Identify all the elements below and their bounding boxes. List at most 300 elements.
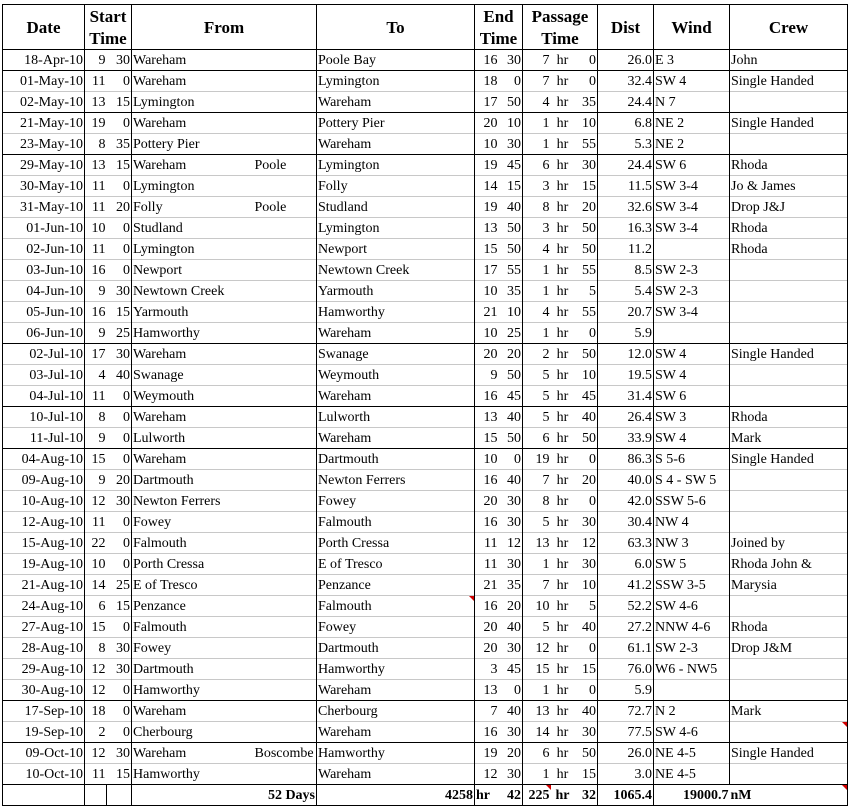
cell-passage-minutes[interactable]: 20 xyxy=(575,197,598,218)
total-nm-unit[interactable]: nM xyxy=(730,785,848,806)
cell-start-hour[interactable]: 6 xyxy=(85,596,107,617)
cell-passage-hr-unit[interactable]: hr xyxy=(551,764,575,785)
cell-passage-hr-unit[interactable]: hr xyxy=(551,197,575,218)
cell-passage-minutes[interactable]: 55 xyxy=(575,302,598,323)
cell-wind[interactable] xyxy=(654,323,730,344)
cell-from[interactable]: Wareham xyxy=(132,743,254,764)
cell-date[interactable]: 09-Oct-10 xyxy=(3,743,85,764)
cell-to[interactable]: Wareham xyxy=(317,722,475,743)
cell-from[interactable]: Wareham xyxy=(132,113,254,134)
total-hours[interactable]: 4258 xyxy=(317,785,475,806)
cell-crew[interactable]: Rhoda xyxy=(730,617,848,638)
cell-crew[interactable]: Single Handed xyxy=(730,743,848,764)
cell-start-minute[interactable]: 0 xyxy=(107,554,132,575)
header-date[interactable]: Date xyxy=(3,5,85,50)
cell-passage-hours[interactable]: 10 xyxy=(523,596,551,617)
cell-end-hour[interactable]: 17 xyxy=(475,260,499,281)
cell-passage-minutes[interactable]: 5 xyxy=(575,281,598,302)
cell-start-minute[interactable]: 0 xyxy=(107,428,132,449)
cell-end-hour[interactable]: 13 xyxy=(475,680,499,701)
cell-end-minute[interactable]: 40 xyxy=(499,617,523,638)
cell-passage-hours[interactable]: 1 xyxy=(523,260,551,281)
cell-wind[interactable]: SW 4 xyxy=(654,71,730,92)
cell-end-minute[interactable]: 50 xyxy=(499,365,523,386)
cell-dist[interactable]: 86.3 xyxy=(598,449,654,470)
cell-date[interactable]: 12-Aug-10 xyxy=(3,512,85,533)
cell-passage-hours[interactable]: 19 xyxy=(523,449,551,470)
cell-wind[interactable]: SW 4 xyxy=(654,344,730,365)
cell-from-via[interactable] xyxy=(254,533,317,554)
cell-date[interactable]: 05-Jun-10 xyxy=(3,302,85,323)
cell-passage-hours[interactable]: 3 xyxy=(523,218,551,239)
cell-wind[interactable]: SW 5 xyxy=(654,554,730,575)
cell-to[interactable]: Cherbourg xyxy=(317,701,475,722)
cell-dist[interactable]: 77.5 xyxy=(598,722,654,743)
cell-start-hour[interactable]: 9 xyxy=(85,470,107,491)
cell-end-hour[interactable]: 3 xyxy=(475,659,499,680)
cell-passage-minutes[interactable]: 30 xyxy=(575,554,598,575)
cell-wind[interactable]: SW 3-4 xyxy=(654,176,730,197)
cell-dist[interactable]: 42.0 xyxy=(598,491,654,512)
cell-date[interactable]: 01-Jun-10 xyxy=(3,218,85,239)
cell-end-minute[interactable]: 40 xyxy=(499,407,523,428)
cell-passage-minutes[interactable]: 10 xyxy=(575,113,598,134)
cell-from-via[interactable] xyxy=(254,596,317,617)
cell-start-minute[interactable]: 20 xyxy=(107,470,132,491)
cell-start-minute[interactable]: 30 xyxy=(107,659,132,680)
cell-passage-hr-unit[interactable]: hr xyxy=(551,407,575,428)
cell-passage-hr-unit[interactable]: hr xyxy=(551,617,575,638)
cell-end-hour[interactable]: 20 xyxy=(475,638,499,659)
cell-dist[interactable]: 5.9 xyxy=(598,680,654,701)
cell-end-minute[interactable]: 30 xyxy=(499,554,523,575)
cell-start-hour[interactable]: 9 xyxy=(85,50,107,71)
cell-crew[interactable]: Rhoda John & xyxy=(730,554,848,575)
cell-date[interactable]: 19-Aug-10 xyxy=(3,554,85,575)
cell-passage-minutes[interactable]: 30 xyxy=(575,512,598,533)
cell-wind[interactable]: SW 3-4 xyxy=(654,302,730,323)
cell-start-minute[interactable]: 25 xyxy=(107,323,132,344)
cell-passage-hr-unit[interactable]: hr xyxy=(551,260,575,281)
cell-dist[interactable]: 26.0 xyxy=(598,743,654,764)
header-dist[interactable]: Dist xyxy=(598,5,654,50)
cell-crew[interactable] xyxy=(730,680,848,701)
header-passage-time[interactable]: Time xyxy=(523,27,598,50)
cell-from-via[interactable] xyxy=(254,71,317,92)
cell-passage-hr-unit[interactable]: hr xyxy=(551,743,575,764)
cell-from[interactable]: Penzance xyxy=(132,596,254,617)
cell-passage-hr-unit[interactable]: hr xyxy=(551,155,575,176)
cell-from-via[interactable] xyxy=(254,638,317,659)
cell-to[interactable]: Pottery Pier xyxy=(317,113,475,134)
cell-dist[interactable]: 26.0 xyxy=(598,50,654,71)
cell-date[interactable]: 31-May-10 xyxy=(3,197,85,218)
cell-passage-minutes[interactable]: 50 xyxy=(575,428,598,449)
cell-from-via[interactable] xyxy=(254,239,317,260)
cell-end-hour[interactable]: 10 xyxy=(475,449,499,470)
cell-end-minute[interactable]: 30 xyxy=(499,491,523,512)
cell-to[interactable]: Dartmouth xyxy=(317,449,475,470)
cell-passage-hr-unit[interactable]: hr xyxy=(551,638,575,659)
cell-wind[interactable]: SW 4 xyxy=(654,365,730,386)
cell-date[interactable]: 02-Jun-10 xyxy=(3,239,85,260)
cell-from[interactable]: Wareham xyxy=(132,701,254,722)
cell-from-via[interactable] xyxy=(254,617,317,638)
cell-end-minute[interactable]: 35 xyxy=(499,575,523,596)
cell-from[interactable]: Dartmouth xyxy=(132,659,254,680)
cell-end-minute[interactable]: 50 xyxy=(499,428,523,449)
cell-end-hour[interactable]: 15 xyxy=(475,239,499,260)
cell-wind[interactable]: SW 6 xyxy=(654,155,730,176)
cell-from-via[interactable] xyxy=(254,386,317,407)
cell-dist[interactable]: 5.4 xyxy=(598,281,654,302)
cell-from-via[interactable] xyxy=(254,134,317,155)
cell-wind[interactable]: W6 - NW5 xyxy=(654,659,730,680)
cell-from-via[interactable] xyxy=(254,323,317,344)
cell-passage-hr-unit[interactable]: hr xyxy=(551,428,575,449)
cell-passage-hours[interactable]: 4 xyxy=(523,92,551,113)
cell-from-via[interactable] xyxy=(254,659,317,680)
cell-passage-minutes[interactable]: 0 xyxy=(575,638,598,659)
cell-end-minute[interactable]: 45 xyxy=(499,659,523,680)
cell-from[interactable]: Weymouth xyxy=(132,386,254,407)
cell-passage-minutes[interactable]: 10 xyxy=(575,575,598,596)
cell-start-minute[interactable]: 25 xyxy=(107,575,132,596)
cell-start-minute[interactable]: 35 xyxy=(107,134,132,155)
cell-from[interactable]: Fowey xyxy=(132,638,254,659)
cell-dist[interactable]: 32.4 xyxy=(598,71,654,92)
cell-end-hour[interactable]: 11 xyxy=(475,533,499,554)
cell-crew[interactable] xyxy=(730,764,848,785)
cell-from-via[interactable] xyxy=(254,722,317,743)
cell-start-hour[interactable]: 4 xyxy=(85,365,107,386)
totals-cell-blank[interactable] xyxy=(3,785,85,806)
cell-from-via[interactable] xyxy=(254,449,317,470)
cell-end-hour[interactable]: 18 xyxy=(475,71,499,92)
cell-from-via[interactable]: Poole xyxy=(254,197,317,218)
cell-start-hour[interactable]: 15 xyxy=(85,617,107,638)
cell-passage-hours[interactable]: 1 xyxy=(523,281,551,302)
cell-from-via[interactable] xyxy=(254,764,317,785)
cell-passage-hours[interactable]: 5 xyxy=(523,365,551,386)
cell-passage-hr-unit[interactable]: hr xyxy=(551,113,575,134)
cell-start-hour[interactable]: 18 xyxy=(85,701,107,722)
cell-crew[interactable]: Drop J&J xyxy=(730,197,848,218)
cell-end-hour[interactable]: 19 xyxy=(475,155,499,176)
cell-dist[interactable]: 76.0 xyxy=(598,659,654,680)
cell-end-hour[interactable]: 20 xyxy=(475,491,499,512)
cell-to[interactable]: Newport xyxy=(317,239,475,260)
cell-from[interactable]: Lulworth xyxy=(132,428,254,449)
cell-date[interactable]: 02-May-10 xyxy=(3,92,85,113)
cell-passage-hours[interactable]: 15 xyxy=(523,659,551,680)
cell-wind[interactable]: SSW 3-5 xyxy=(654,575,730,596)
cell-passage-hr-unit[interactable]: hr xyxy=(551,491,575,512)
cell-end-minute[interactable]: 20 xyxy=(499,596,523,617)
cell-from-via[interactable] xyxy=(254,344,317,365)
cell-from[interactable]: Newport xyxy=(132,260,254,281)
cell-passage-hours[interactable]: 5 xyxy=(523,512,551,533)
cell-start-hour[interactable]: 14 xyxy=(85,575,107,596)
cell-crew[interactable]: Rhoda xyxy=(730,407,848,428)
cell-dist[interactable]: 5.9 xyxy=(598,323,654,344)
cell-from[interactable]: E of Tresco xyxy=(132,575,254,596)
cell-wind[interactable] xyxy=(654,239,730,260)
cell-crew[interactable]: Mark xyxy=(730,428,848,449)
cell-passage-minutes[interactable]: 40 xyxy=(575,701,598,722)
cell-crew[interactable] xyxy=(730,302,848,323)
cell-end-hour[interactable]: 20 xyxy=(475,617,499,638)
cell-end-minute[interactable]: 0 xyxy=(499,680,523,701)
cell-dist[interactable]: 11.5 xyxy=(598,176,654,197)
cell-passage-hr-unit[interactable]: hr xyxy=(551,470,575,491)
cell-start-minute[interactable]: 0 xyxy=(107,533,132,554)
cell-start-minute[interactable]: 0 xyxy=(107,701,132,722)
cell-passage-hr-unit[interactable]: hr xyxy=(551,71,575,92)
cell-end-minute[interactable]: 15 xyxy=(499,176,523,197)
cell-start-minute[interactable]: 0 xyxy=(107,113,132,134)
header-start-time[interactable]: Time xyxy=(85,27,132,50)
cell-crew[interactable] xyxy=(730,722,848,743)
header-wind[interactable]: Wind xyxy=(654,5,730,50)
cell-from[interactable]: Wareham xyxy=(132,50,254,71)
cell-wind[interactable]: SW 2-3 xyxy=(654,638,730,659)
header-start[interactable]: Start xyxy=(85,5,132,28)
cell-end-minute[interactable]: 30 xyxy=(499,134,523,155)
cell-passage-minutes[interactable]: 40 xyxy=(575,407,598,428)
cell-passage-hours[interactable]: 13 xyxy=(523,533,551,554)
cell-passage-minutes[interactable]: 10 xyxy=(575,365,598,386)
cell-passage-hours[interactable]: 13 xyxy=(523,701,551,722)
cell-to[interactable]: Newtown Creek xyxy=(317,260,475,281)
cell-to[interactable]: Wareham xyxy=(317,323,475,344)
cell-passage-minutes[interactable]: 50 xyxy=(575,743,598,764)
cell-from-via[interactable] xyxy=(254,176,317,197)
cell-from-via[interactable] xyxy=(254,50,317,71)
cell-passage-hours[interactable]: 6 xyxy=(523,428,551,449)
cell-start-minute[interactable]: 30 xyxy=(107,344,132,365)
cell-start-hour[interactable]: 12 xyxy=(85,659,107,680)
cell-crew[interactable] xyxy=(730,281,848,302)
cell-passage-hours[interactable]: 14 xyxy=(523,722,551,743)
total-passage-hours[interactable]: 225 xyxy=(523,785,551,806)
cell-wind[interactable]: NW 4 xyxy=(654,512,730,533)
cell-start-minute[interactable]: 30 xyxy=(107,281,132,302)
cell-passage-minutes[interactable]: 0 xyxy=(575,71,598,92)
cell-to[interactable]: Hamworthy xyxy=(317,743,475,764)
cell-from[interactable]: Hamworthy xyxy=(132,764,254,785)
cell-passage-minutes[interactable]: 0 xyxy=(575,449,598,470)
cell-passage-hr-unit[interactable]: hr xyxy=(551,701,575,722)
cell-dist[interactable]: 3.0 xyxy=(598,764,654,785)
cell-passage-minutes[interactable]: 12 xyxy=(575,533,598,554)
cell-start-hour[interactable]: 12 xyxy=(85,743,107,764)
cell-wind[interactable]: SW 4-6 xyxy=(654,722,730,743)
cell-passage-hours[interactable]: 5 xyxy=(523,407,551,428)
cell-dist[interactable]: 5.3 xyxy=(598,134,654,155)
cell-date[interactable]: 09-Aug-10 xyxy=(3,470,85,491)
cell-from[interactable]: Falmouth xyxy=(132,533,254,554)
cell-date[interactable]: 18-Apr-10 xyxy=(3,50,85,71)
cell-start-hour[interactable]: 13 xyxy=(85,92,107,113)
cell-end-minute[interactable]: 12 xyxy=(499,533,523,554)
cell-wind[interactable]: NE 2 xyxy=(654,134,730,155)
cell-passage-minutes[interactable]: 5 xyxy=(575,596,598,617)
totals-cell-blank[interactable] xyxy=(85,785,107,806)
cell-passage-hr-unit[interactable]: hr xyxy=(551,134,575,155)
cell-to[interactable]: Lymington xyxy=(317,155,475,176)
cell-passage-hr-unit[interactable]: hr xyxy=(551,533,575,554)
cell-from[interactable]: Newton Ferrers xyxy=(132,491,254,512)
cell-from-via[interactable] xyxy=(254,470,317,491)
cell-passage-minutes[interactable]: 50 xyxy=(575,239,598,260)
cell-end-hour[interactable]: 16 xyxy=(475,596,499,617)
cell-end-minute[interactable]: 50 xyxy=(499,218,523,239)
cell-end-minute[interactable]: 10 xyxy=(499,113,523,134)
cell-date[interactable]: 10-Jul-10 xyxy=(3,407,85,428)
cell-crew[interactable]: Rhoda xyxy=(730,239,848,260)
cell-wind[interactable]: SW 3-4 xyxy=(654,197,730,218)
cell-start-minute[interactable]: 0 xyxy=(107,386,132,407)
cell-from-via[interactable] xyxy=(254,701,317,722)
cell-passage-hours[interactable]: 7 xyxy=(523,470,551,491)
cell-to[interactable]: Fowey xyxy=(317,491,475,512)
cell-to[interactable]: E of Tresco xyxy=(317,554,475,575)
cell-end-hour[interactable]: 10 xyxy=(475,134,499,155)
cell-passage-hr-unit[interactable]: hr xyxy=(551,239,575,260)
cell-date[interactable]: 03-Jun-10 xyxy=(3,260,85,281)
cell-start-hour[interactable]: 11 xyxy=(85,197,107,218)
cell-end-minute[interactable]: 35 xyxy=(499,281,523,302)
cell-from[interactable]: Wareham xyxy=(132,407,254,428)
cell-end-minute[interactable]: 20 xyxy=(499,743,523,764)
cell-end-minute[interactable]: 30 xyxy=(499,764,523,785)
cell-start-hour[interactable]: 9 xyxy=(85,428,107,449)
cell-to[interactable]: Studland xyxy=(317,197,475,218)
cell-passage-minutes[interactable]: 55 xyxy=(575,134,598,155)
cell-to[interactable]: Yarmouth xyxy=(317,281,475,302)
cell-date[interactable]: 04-Jun-10 xyxy=(3,281,85,302)
cell-end-hour[interactable]: 20 xyxy=(475,344,499,365)
total-passage-hr-unit[interactable]: hr xyxy=(551,785,575,806)
cell-end-minute[interactable]: 30 xyxy=(499,638,523,659)
cell-to[interactable]: Fowey xyxy=(317,617,475,638)
cell-passage-hr-unit[interactable]: hr xyxy=(551,281,575,302)
cell-to[interactable]: Wareham xyxy=(317,134,475,155)
cell-crew[interactable]: Joined by xyxy=(730,533,848,554)
cell-from[interactable]: Lymington xyxy=(132,239,254,260)
cell-dist[interactable]: 63.3 xyxy=(598,533,654,554)
cell-from-via[interactable] xyxy=(254,491,317,512)
cell-start-hour[interactable]: 11 xyxy=(85,512,107,533)
cell-passage-minutes[interactable]: 40 xyxy=(575,617,598,638)
cell-from-via[interactable] xyxy=(254,512,317,533)
cell-start-minute[interactable]: 15 xyxy=(107,302,132,323)
cell-dist[interactable]: 40.0 xyxy=(598,470,654,491)
cell-from-via[interactable] xyxy=(254,92,317,113)
cell-start-minute[interactable]: 0 xyxy=(107,407,132,428)
cell-crew[interactable]: Single Handed xyxy=(730,71,848,92)
cell-to[interactable]: Wareham xyxy=(317,764,475,785)
cell-end-hour[interactable]: 7 xyxy=(475,701,499,722)
cell-crew[interactable]: Rhoda xyxy=(730,155,848,176)
cell-wind[interactable]: SW 3-4 xyxy=(654,218,730,239)
cell-passage-hours[interactable]: 8 xyxy=(523,491,551,512)
cell-from[interactable]: Newtown Creek xyxy=(132,281,254,302)
cell-to[interactable]: Wareham xyxy=(317,680,475,701)
cell-to[interactable]: Poole Bay xyxy=(317,50,475,71)
cell-start-hour[interactable]: 19 xyxy=(85,113,107,134)
cell-start-hour[interactable]: 9 xyxy=(85,281,107,302)
cell-passage-hr-unit[interactable]: hr xyxy=(551,554,575,575)
cell-dist[interactable]: 30.4 xyxy=(598,512,654,533)
cell-passage-hr-unit[interactable]: hr xyxy=(551,344,575,365)
cell-passage-minutes[interactable]: 0 xyxy=(575,50,598,71)
cell-from-via[interactable] xyxy=(254,281,317,302)
cell-passage-hours[interactable]: 6 xyxy=(523,743,551,764)
cell-to[interactable]: Porth Cressa xyxy=(317,533,475,554)
cell-from[interactable]: Yarmouth xyxy=(132,302,254,323)
cell-start-minute[interactable]: 15 xyxy=(107,596,132,617)
cell-crew[interactable] xyxy=(730,512,848,533)
cell-start-hour[interactable]: 13 xyxy=(85,155,107,176)
cell-crew[interactable]: Mark xyxy=(730,701,848,722)
cell-to[interactable]: Lymington xyxy=(317,218,475,239)
cell-passage-hours[interactable]: 1 xyxy=(523,113,551,134)
cell-passage-hours[interactable]: 5 xyxy=(523,617,551,638)
cell-from[interactable]: Hamworthy xyxy=(132,323,254,344)
cell-passage-hours[interactable]: 1 xyxy=(523,764,551,785)
cell-end-hour[interactable]: 12 xyxy=(475,764,499,785)
cell-from-via[interactable] xyxy=(254,680,317,701)
cell-passage-hours[interactable]: 1 xyxy=(523,554,551,575)
cell-start-minute[interactable]: 0 xyxy=(107,617,132,638)
cell-start-minute[interactable]: 15 xyxy=(107,764,132,785)
header-end[interactable]: End xyxy=(475,5,523,28)
cell-start-hour[interactable]: 12 xyxy=(85,680,107,701)
cell-end-hour[interactable]: 16 xyxy=(475,386,499,407)
cell-end-minute[interactable]: 50 xyxy=(499,239,523,260)
header-to[interactable]: To xyxy=(317,5,475,50)
cell-from[interactable]: Studland xyxy=(132,218,254,239)
cell-passage-hr-unit[interactable]: hr xyxy=(551,92,575,113)
cell-end-hour[interactable]: 10 xyxy=(475,323,499,344)
cell-passage-hours[interactable]: 7 xyxy=(523,50,551,71)
cell-start-hour[interactable]: 12 xyxy=(85,491,107,512)
cell-passage-minutes[interactable]: 55 xyxy=(575,260,598,281)
cell-passage-hr-unit[interactable]: hr xyxy=(551,50,575,71)
cell-to[interactable]: Wareham xyxy=(317,92,475,113)
cell-wind[interactable]: NE 4-5 xyxy=(654,743,730,764)
cell-end-hour[interactable]: 14 xyxy=(475,176,499,197)
cell-start-hour[interactable]: 11 xyxy=(85,176,107,197)
cell-crew[interactable] xyxy=(730,596,848,617)
cell-start-minute[interactable]: 0 xyxy=(107,218,132,239)
cell-from[interactable]: Wareham xyxy=(132,344,254,365)
cell-start-minute[interactable]: 0 xyxy=(107,71,132,92)
cell-dist[interactable]: 12.0 xyxy=(598,344,654,365)
cell-passage-hours[interactable]: 5 xyxy=(523,386,551,407)
cell-date[interactable]: 27-Aug-10 xyxy=(3,617,85,638)
cell-from-via[interactable] xyxy=(254,554,317,575)
header-passage[interactable]: Passage xyxy=(523,5,598,28)
cell-from-via[interactable] xyxy=(254,428,317,449)
cell-from-via[interactable] xyxy=(254,113,317,134)
cell-from[interactable]: Swanage xyxy=(132,365,254,386)
cell-start-hour[interactable]: 22 xyxy=(85,533,107,554)
cell-end-hour[interactable]: 13 xyxy=(475,218,499,239)
cell-start-hour[interactable]: 8 xyxy=(85,407,107,428)
